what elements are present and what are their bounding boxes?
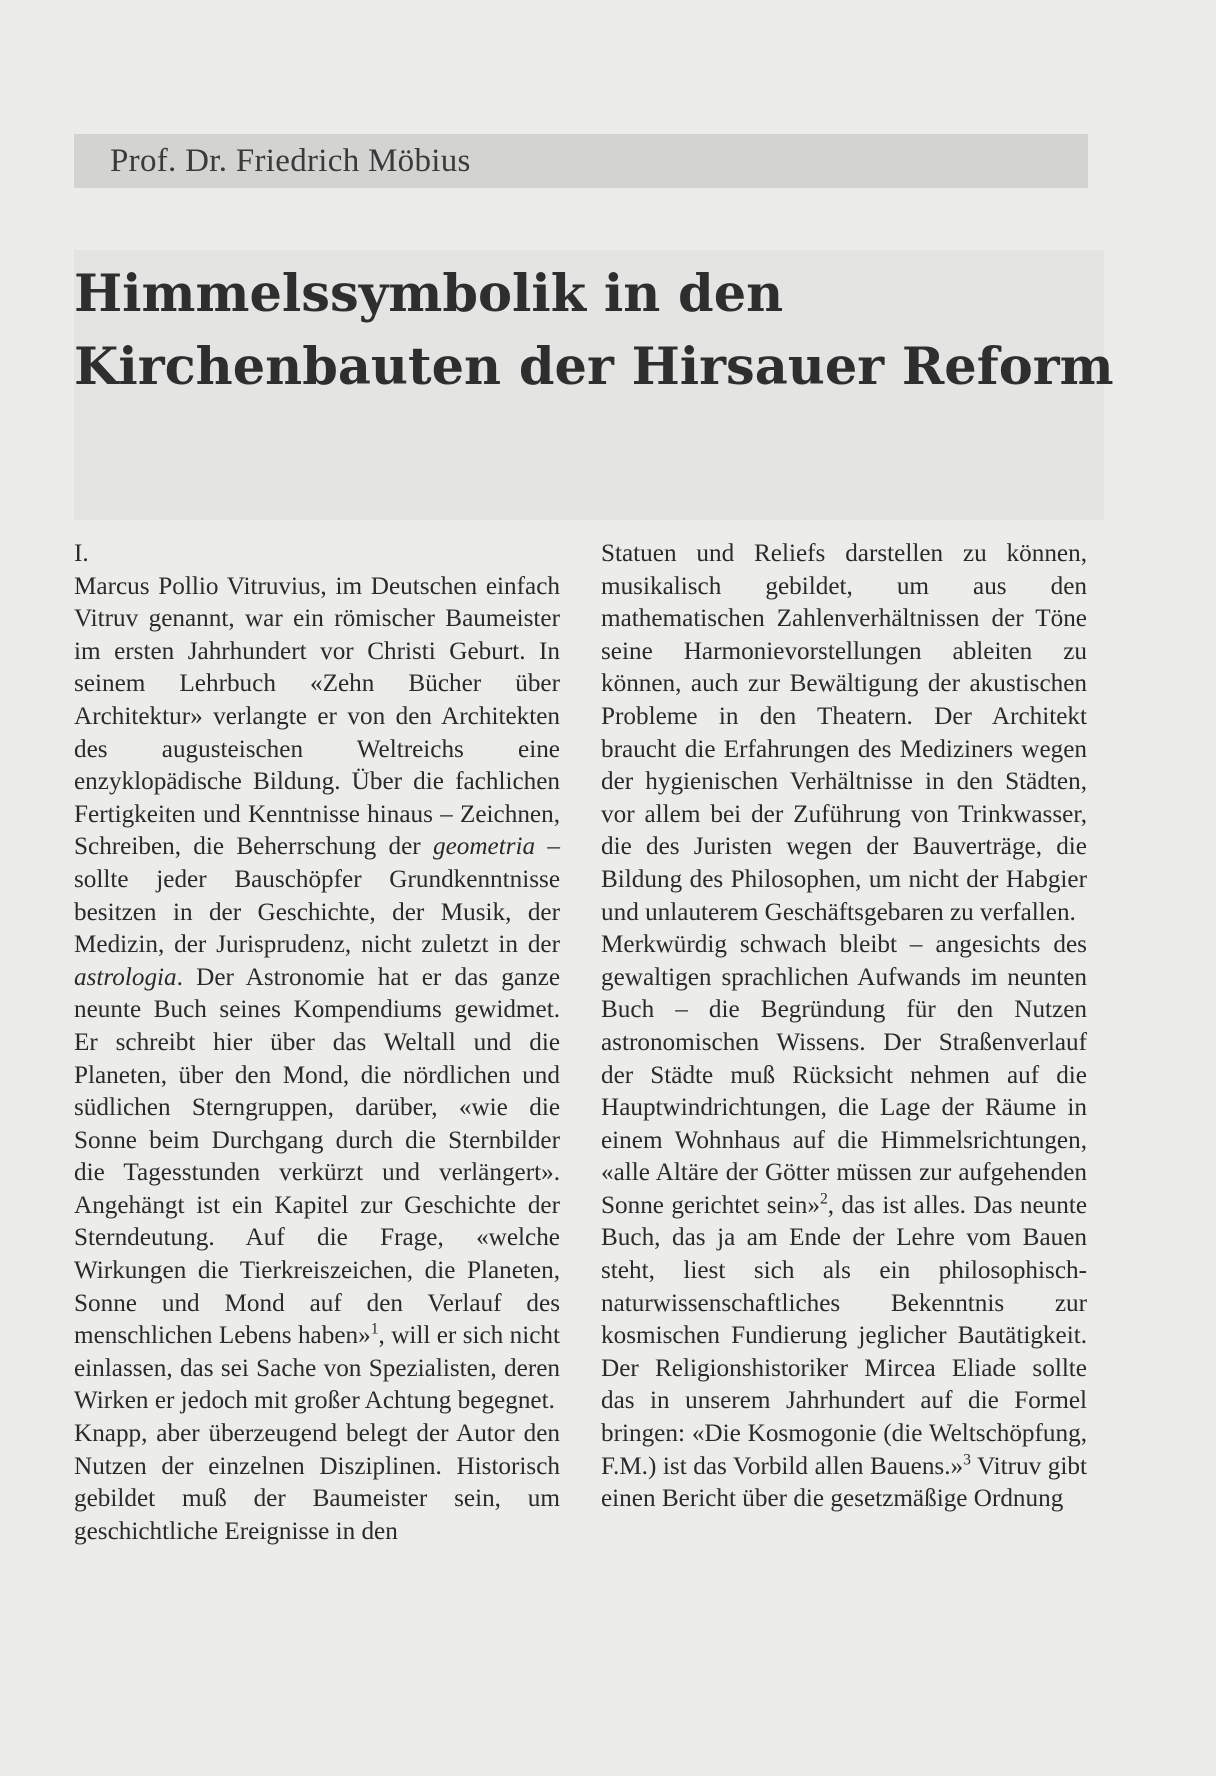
text-run: Vitruv gibt einen Bericht über die gesetzmäßige Ordnung xyxy=(601,1452,1087,1513)
footnote-ref-3: 3 xyxy=(963,1451,971,1469)
paragraph xyxy=(74,1418,560,1548)
footnote-ref-2: 2 xyxy=(819,1190,828,1208)
title-line-1: Himmelssymbolik in den xyxy=(74,264,784,324)
text-run: Merkwürdig schwach bleibt – angesichts des gewaltigen sprachlichen Aufwands im neunten Buch – die Begründung für den Nutzen astronomischen Wissens. Der Straßenverlauf der Städte muß Rücksicht nehmen auf die Hauptwindrichtungen, die Lage der Räume in einem Wohnhaus auf die Himmelsrichtungen, «alle Altäre der Götter müssen zur aufgehenden Sonne gerichtet sein» xyxy=(601,931,1087,1219)
paragraph xyxy=(74,571,560,1418)
title-line-2: Kirchenbauten der Hirsauer Reform xyxy=(74,337,1114,397)
author-band xyxy=(74,134,1088,188)
author-name: Prof. Dr. Friedrich Möbius xyxy=(110,143,471,179)
text-run: , das ist alles. Das neunte Buch, das ja am Ende der Lehre vom Bauen steht, liest sich als ein philosophisch-naturwissenschaftliches Bekenntnis zur kosmischen Fundierung jeglicher Bautätigkeit. Der Religionshistoriker Mircea Eliade sollte das in unserem Jahrhundert auf die Formel bringen: «Die Kosmogonie (die Weltschöpfung, F.M.) ist das Vorbild allen Bauens.» xyxy=(601,1191,1087,1480)
left-column xyxy=(74,538,560,1548)
section-number: I. xyxy=(74,540,89,567)
text-run: . Der Astronomie hat er das ganze neunte Buch seines Kompendiums gewidmet. Er schreibt hier über das Weltall und die Planeten, über den Mond, die nördlichen und südlichen Sterngruppen, darüber, «wie die Sonne beim Durchgang durch die Sternbilder die Tagesstunden verkürzt und verlängert». Angehängt ist ein Kapitel zur Geschichte der Sterndeutung. Auf die Frage, «welche Wirkungen die Tierkreiszeichen, die Planeten, Sonne und Mond auf den Verlauf des menschlichen Lebens haben» xyxy=(74,963,560,1350)
text-run: Statuen und Reliefs darstellen zu können, musikalisch gebildet, um aus den mathematischen Zahlenverhältnissen der Töne seine Harmonievorstellungen ableiten zu können, auch zur Bewältigung der akustischen Probleme in den Theatern. Der Architekt braucht die Erfahrungen des Mediziners wegen der hygienischen Verhältnisse in den Städten, vor allem bei der Zuführung von Trinkwasser, die des Juristen wegen der Bauverträge, die Bildung des Philosophen, um nicht der Habgier und unlauterem Geschäftsgebaren zu verfallen. xyxy=(601,540,1087,926)
paragraph xyxy=(601,538,1087,929)
emphasis-geometria: geometria xyxy=(432,833,536,861)
paragraph xyxy=(601,929,1087,1516)
article-title xyxy=(74,258,1114,404)
text-run: – sollte jeder Bauschöpfer Grundkenntnisse besitzen in der Geschichte, der Musik, der Medizin, der Jurisprudenz, nicht zuletzt in der xyxy=(74,833,561,959)
text-run: Marcus Pollio Vitruvius, im Deutschen einfach Vitruv genannt, war ein römischer Baumeister im ersten Jahrhundert vor Christi Geburt. In seinem Lehrbuch «Zehn Bücher über Architektur» verlangte er von den Architekten des augusteischen Weltreichs eine enzyklopädische Bildung. Über die fachlichen Fertigkeiten und Kenntnisse hinaus – Zeichnen, Schreiben, die Beherrschung der xyxy=(74,572,560,861)
footnote-ref-1: 1 xyxy=(370,1320,379,1338)
text-run: Knapp, aber überzeugend belegt der Autor den Nutzen der einzelnen Disziplinen. Historisch gebildet muß der Baumeister sein, um geschichtliche Ereignisse in den xyxy=(74,1420,560,1545)
text-run: , will er sich nicht einlassen, das sei Sache von Spezialisten, deren Wirken er jedoch mit großer Achtung begegnet. xyxy=(74,1322,560,1415)
right-column xyxy=(601,538,1087,1516)
emphasis-astrologia: astrologia xyxy=(74,963,177,991)
